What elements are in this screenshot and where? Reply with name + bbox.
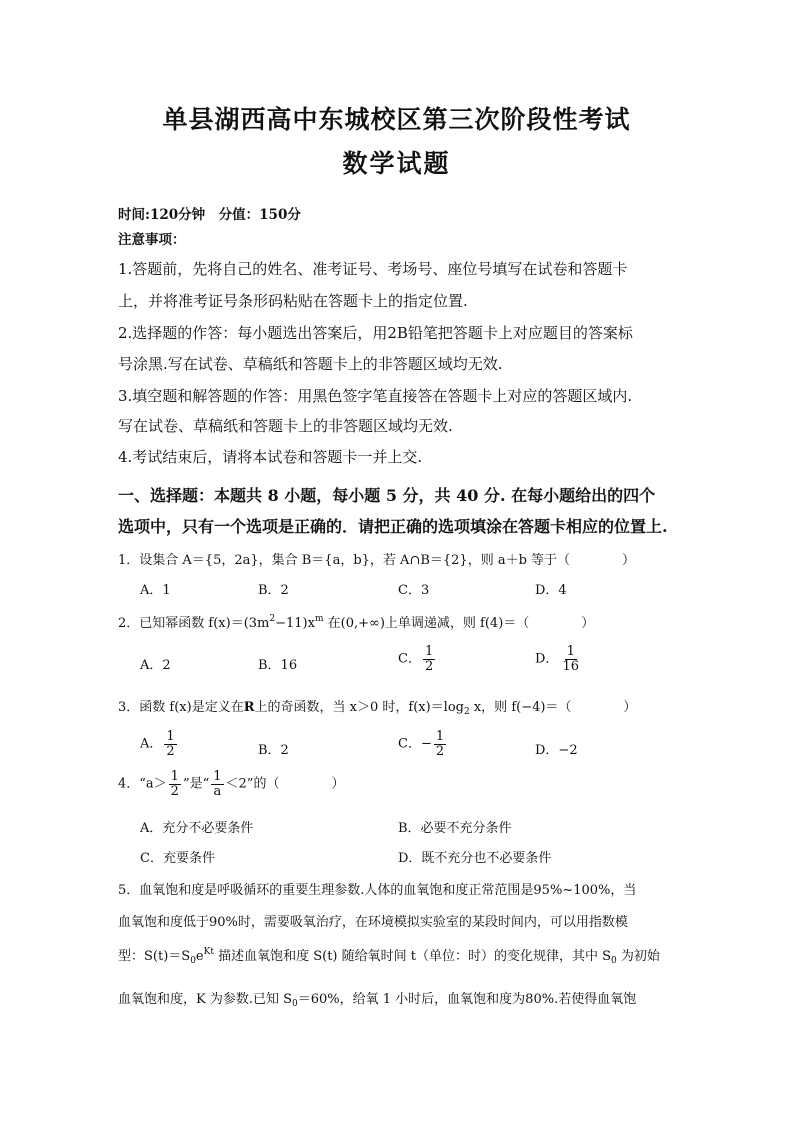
section-heading-cont: 选项中，只有一个选项是正确的．请把正确的选项填涂在答题卡相应的位置上. bbox=[118, 517, 668, 536]
question-5-text: 描述血氧饱和度 S(t) 随给氧时间 t（单位：时）的变化规律，其中 S bbox=[213, 949, 612, 964]
question-2-option-a: A．2 bbox=[140, 658, 171, 673]
question-3-option-c bbox=[398, 730, 448, 758]
question-5-line bbox=[118, 988, 636, 1009]
exam-title: 单县湖西高中东城校区第三次阶段性考试 bbox=[162, 105, 631, 134]
fraction-numerator: 1 bbox=[170, 769, 179, 784]
fraction-numerator: 1 bbox=[566, 644, 575, 659]
question-4-option-a: A．充分不必要条件 bbox=[140, 821, 254, 836]
question-4-option-b: B．必要不充分条件 bbox=[398, 821, 512, 836]
fraction-numerator: 1 bbox=[166, 729, 175, 744]
question-2-text: 在(0,+∞)上单调递减，则 f(4)＝（ ） bbox=[323, 616, 595, 631]
option-label: C． bbox=[398, 651, 421, 667]
question-2-text: 2．已知幂函数 f(x)＝(3m bbox=[118, 616, 270, 631]
question-3-option-d: D．−2 bbox=[535, 743, 578, 758]
question-2-option-c bbox=[398, 645, 437, 673]
fraction-denominator: 2 bbox=[170, 783, 179, 799]
question-4-stem bbox=[118, 770, 344, 798]
fraction-denominator: 2 bbox=[166, 743, 175, 759]
fraction-numerator: 1 bbox=[213, 769, 222, 784]
fraction-denominator: a bbox=[213, 783, 222, 799]
question-2-option-d bbox=[535, 645, 583, 673]
question-3-real-set: R bbox=[243, 700, 255, 715]
time-score-info: 时间:120分钟 分值：150分 bbox=[118, 207, 301, 223]
fraction bbox=[169, 770, 181, 798]
question-5-text: ＝60%，给氧 1 小时后，血氧饱和度为80%.若使得血氧饱 bbox=[297, 992, 637, 1007]
question-5-line: 5．血氧饱和度是呼吸循环的重要生理参数.人体的血氧饱和度正常范围是95%~100%，当 bbox=[118, 883, 637, 898]
question-4-text: 4．“a＞ bbox=[118, 776, 167, 792]
fraction bbox=[423, 645, 435, 673]
option-label: A． bbox=[140, 736, 163, 752]
question-2-superscript: 2 bbox=[269, 614, 276, 624]
fraction bbox=[560, 645, 581, 673]
question-2-text: −11)x bbox=[275, 616, 315, 631]
question-5-text: e bbox=[195, 949, 204, 964]
section-heading: 一、选择题：本题共 8 小题，每小题 5 分，共 40 分. 在每小题给出的四个 bbox=[118, 486, 656, 505]
fraction bbox=[211, 770, 223, 798]
question-3-text: x，则 f(−4)＝（ ） bbox=[469, 700, 637, 715]
note-line: 写在试卷、草稿纸和答题卡上的非答题区域均无效. bbox=[118, 417, 453, 435]
question-1-option-d: D．4 bbox=[535, 583, 567, 598]
fraction-denominator: 2 bbox=[424, 658, 434, 674]
note-line: 2.选择题的作答：每小题选出答案后，用2B铅笔把答题卡上对应题目的答案标 bbox=[118, 324, 633, 342]
question-3-subscript: 2 bbox=[463, 707, 470, 717]
question-2-stem bbox=[118, 612, 594, 631]
question-5-line: 血氧饱和度低于90%时，需要吸氧治疗，在环境模拟实验室的某段时间内，可以用指数模 bbox=[118, 915, 628, 930]
question-3-option-a bbox=[140, 730, 179, 758]
fraction-numerator: 1 bbox=[424, 644, 434, 659]
question-4-option-c: C．充要条件 bbox=[140, 851, 215, 866]
question-5-line bbox=[118, 945, 660, 966]
fraction bbox=[434, 730, 446, 758]
exam-subject-title: 数学试题 bbox=[342, 149, 451, 178]
question-1-option-c: C．3 bbox=[398, 583, 430, 598]
question-1-stem: 1．设集合 A＝{5，2a}，集合 B＝{a，b}，若 A∩B＝{2}，则 a＋b 等于（ ） bbox=[118, 553, 636, 568]
note-line: 4.考试结束后，请将本试卷和答题卡一并上交. bbox=[118, 448, 423, 466]
question-2-option-b: B．16 bbox=[258, 658, 298, 673]
note-line: 上，并将准考证号条形码粘贴在答题卡上的指定位置. bbox=[118, 292, 468, 310]
question-3-text: 3．函数 f(x)是定义在 bbox=[118, 700, 244, 715]
fraction-numerator: 1 bbox=[435, 729, 445, 744]
question-2-superscript: m bbox=[314, 614, 324, 624]
question-3-text: 上的奇函数，当 x＞0 时，f(x)＝log bbox=[254, 700, 464, 715]
question-3-option-b: B．2 bbox=[258, 743, 289, 758]
option-label: C．− bbox=[398, 736, 432, 752]
question-4-text: ”是“ bbox=[182, 776, 210, 792]
subscript: 0 bbox=[611, 956, 617, 966]
question-3-stem bbox=[118, 696, 636, 717]
question-4-option-d: D．既不充分也不必要条件 bbox=[398, 851, 552, 866]
subscript: 0 bbox=[292, 999, 298, 1009]
note-line: 3.填空题和解答题的作答：用黑色签字笔直接答在答题卡上对应的答题区域内. bbox=[118, 387, 633, 405]
option-label: D． bbox=[535, 651, 559, 667]
question-5-text: 为初始 bbox=[616, 949, 660, 964]
fraction-denominator: 16 bbox=[562, 658, 579, 674]
question-1-option-b: B．2 bbox=[258, 583, 289, 598]
question-1-option-a: A．1 bbox=[140, 583, 171, 598]
question-5-text: 型：S(t)＝S bbox=[118, 949, 191, 964]
note-line: 1.答题前，先将自己的姓名、准考证号、考场号、座位号填写在试卷和答题卡 bbox=[118, 260, 628, 278]
question-5-text: 血氧饱和度，K 为参数.已知 S bbox=[118, 992, 293, 1007]
subscript: 0 bbox=[190, 956, 196, 966]
note-line: 号涂黑.写在试卷、草稿纸和答题卡上的非答题区域均无效. bbox=[118, 355, 503, 373]
fraction-denominator: 2 bbox=[435, 743, 445, 759]
fraction bbox=[164, 730, 176, 758]
notes-heading: 注意事项： bbox=[118, 232, 186, 248]
question-4-text: ＜2”的（ ） bbox=[225, 776, 345, 792]
superscript: Kt bbox=[203, 947, 214, 957]
